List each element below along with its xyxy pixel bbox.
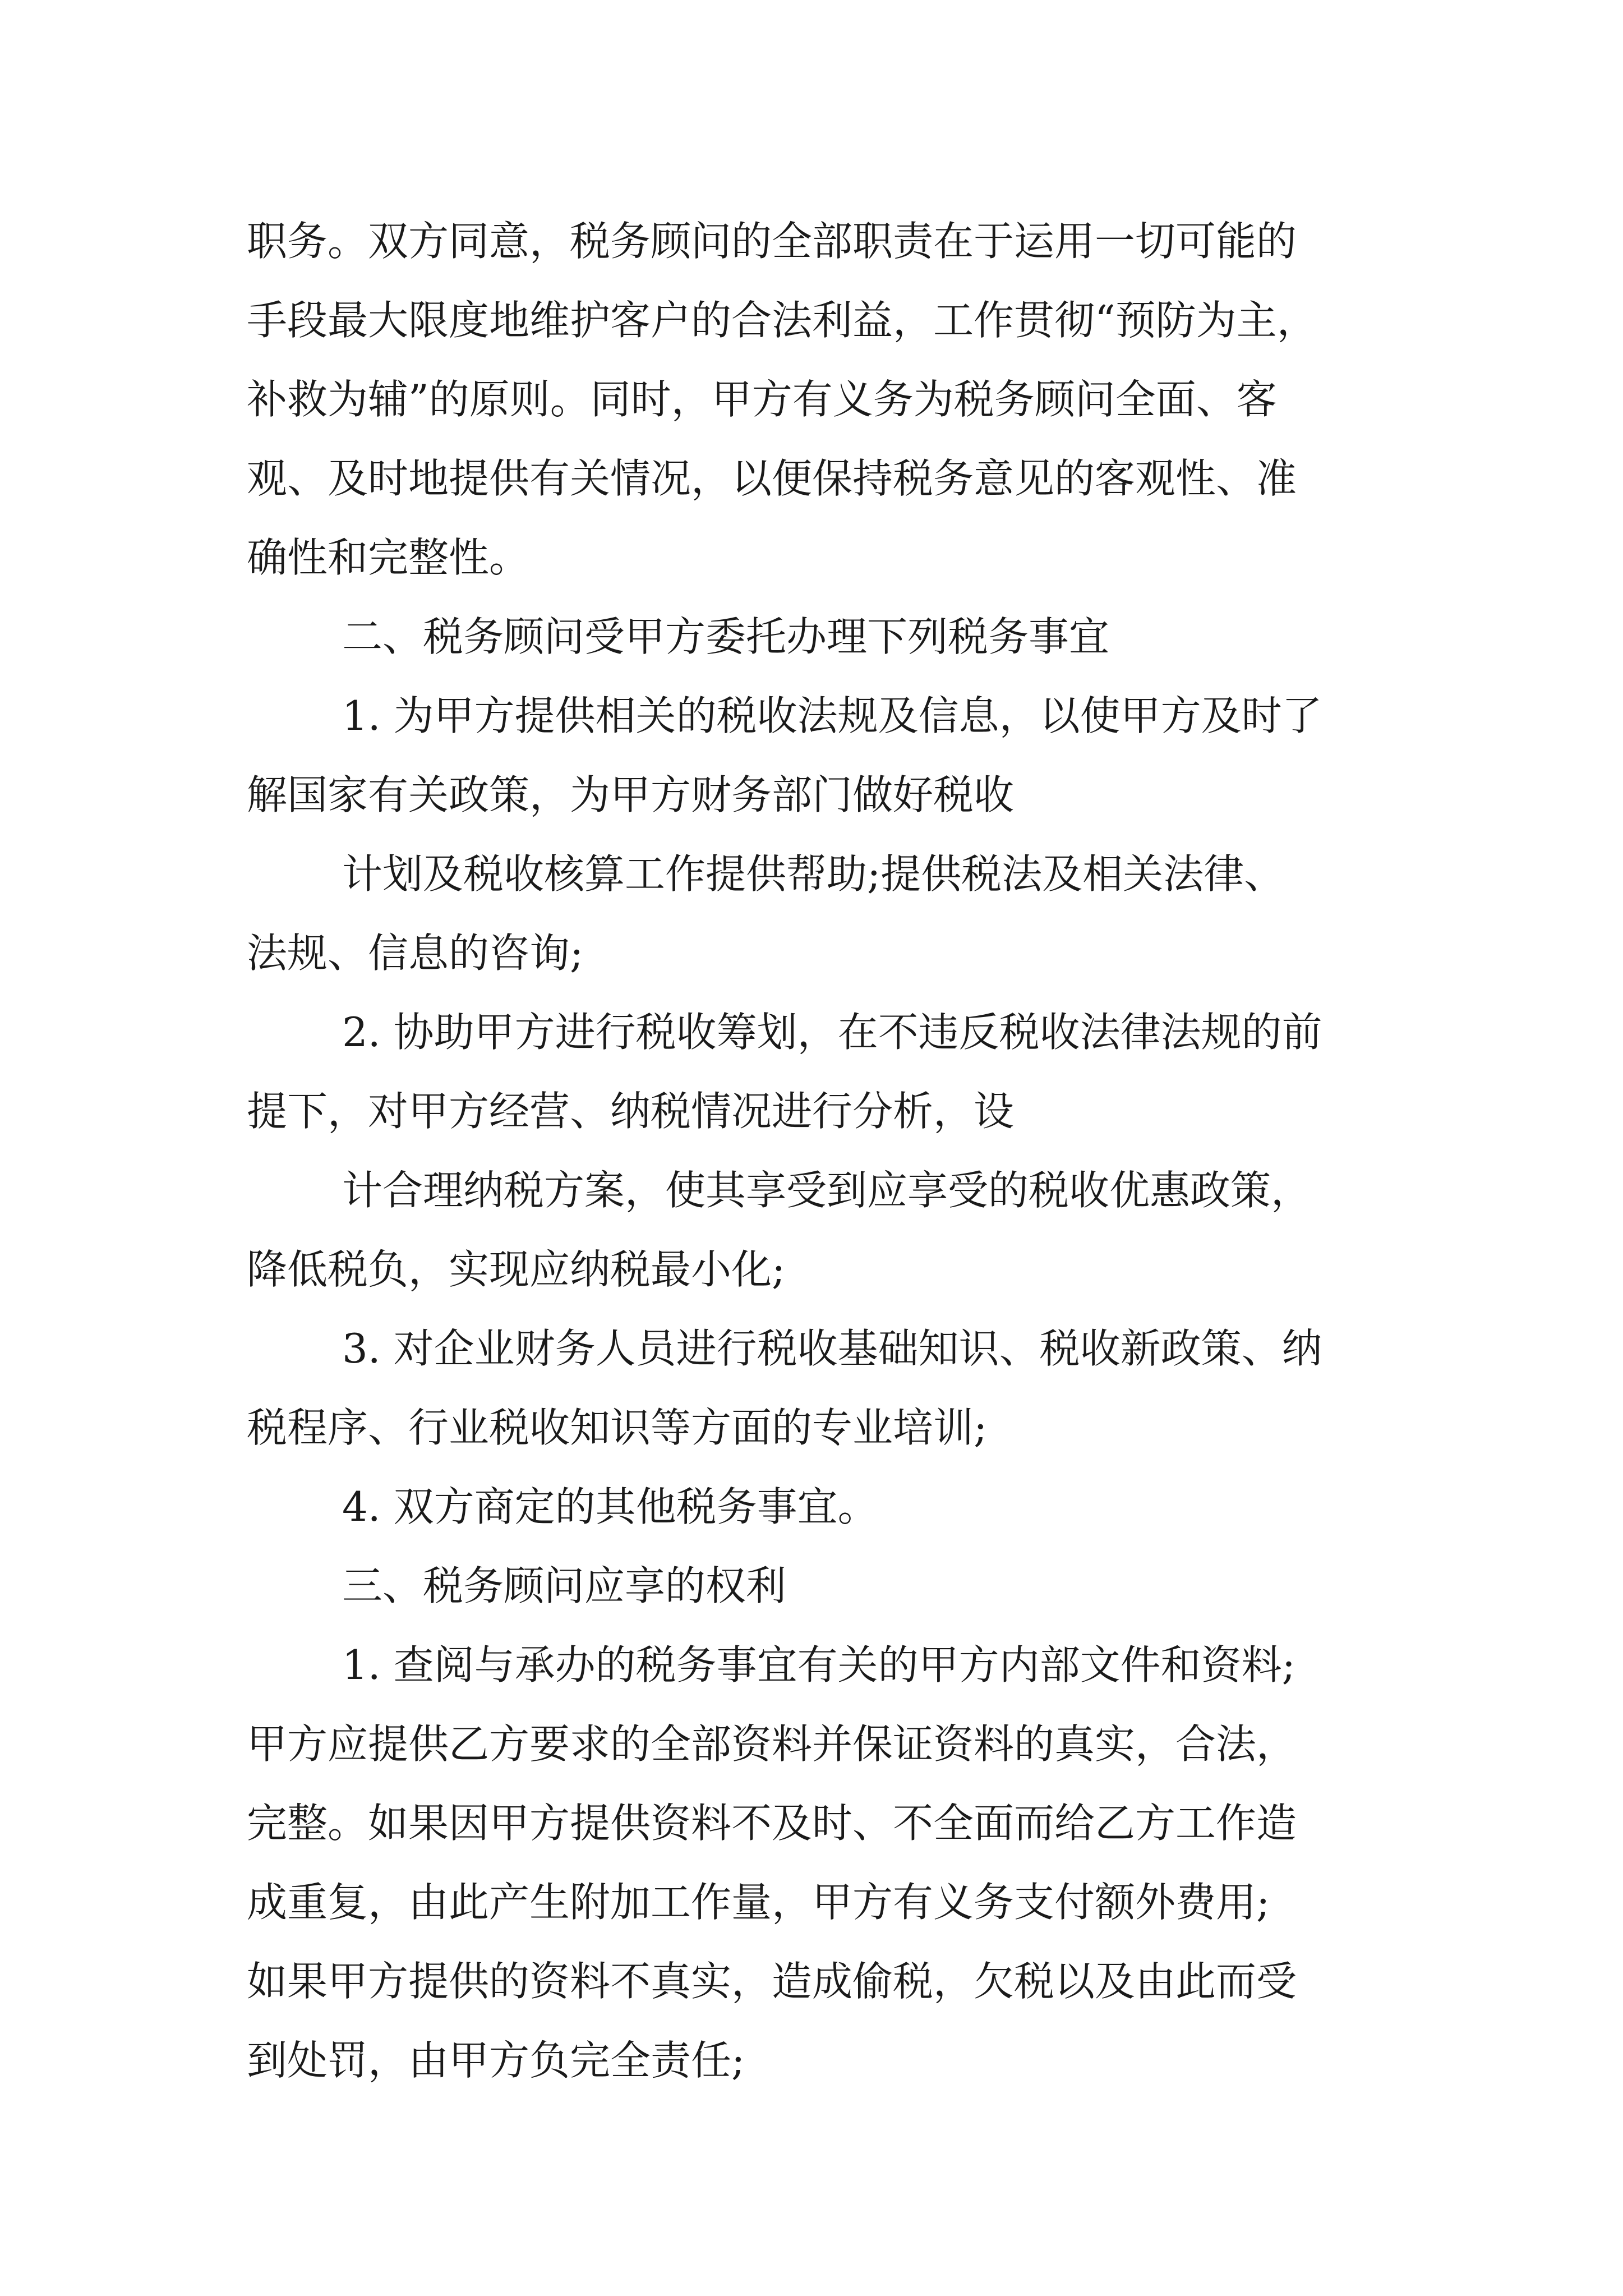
text-line: 1. 为甲方提供相关的税收法规及信息，以使甲方及时了 [342, 692, 1322, 739]
section-heading: 二、税务顾问受甲方委托办理下列税务事宜 [342, 613, 1110, 660]
section-heading: 三、税务顾问应享的权利 [342, 1562, 787, 1609]
text-line: 如果甲方提供的资料不真实，造成偷税，欠税以及由此而受 [247, 1958, 1297, 2005]
text-line: 1. 查阅与承办的税务事宜有关的甲方内部文件和资料; [342, 1641, 1295, 1688]
text-line: 完整。如果因甲方提供资料不及时、不全面而给乙方工作造 [247, 1800, 1297, 1847]
text-line: 3. 对企业财务人员进行税收基础知识、税收新政策、纳 [342, 1325, 1322, 1372]
text-line: 提下，对甲方经营、纳税情况进行分析，设 [247, 1088, 1015, 1135]
document-body [247, 202, 1385, 2100]
text-line: 降低税负，实现应纳税最小化; [247, 1246, 786, 1293]
text-line: 手段最大限度地维护客户的合法利益，工作贯彻“预防为主， [247, 297, 1317, 344]
text-line: 观、及时地提供有关情况，以便保持税务意见的客观性、准 [247, 455, 1297, 502]
text-line: 补救为辅”的原则。同时，甲方有义务为税务顾问全面、客 [247, 376, 1277, 423]
text-line: 计合理纳税方案，使其享受到应享受的税收优惠政策， [342, 1167, 1312, 1214]
text-line: 职务。双方同意，税务顾问的全部职责在于运用一切可能的 [247, 218, 1297, 265]
text-line: 法规、信息的咨询; [247, 930, 584, 977]
text-line: 4. 双方商定的其他税务事宜。 [342, 1483, 878, 1530]
text-line: 成重复，由此产生附加工作量，甲方有义务支付额外费用; [247, 1879, 1270, 1926]
text-line: 到处罚，由甲方负完全责任; [247, 2037, 745, 2084]
text-line: 甲方应提供乙方要求的全部资料并保证资料的真实，合法， [247, 1720, 1297, 1768]
text-line: 2. 协助甲方进行税收筹划，在不违反税收法律法规的前 [342, 1009, 1322, 1056]
text-line: 计划及税收核算工作提供帮助;提供税法及相关法律、 [342, 850, 1285, 898]
text-line: 确性和完整性。 [247, 534, 530, 581]
text-line: 税程序、行业税收知识等方面的专业培训; [247, 1404, 988, 1451]
text-line: 解国家有关政策，为甲方财务部门做好税收 [247, 771, 1015, 818]
